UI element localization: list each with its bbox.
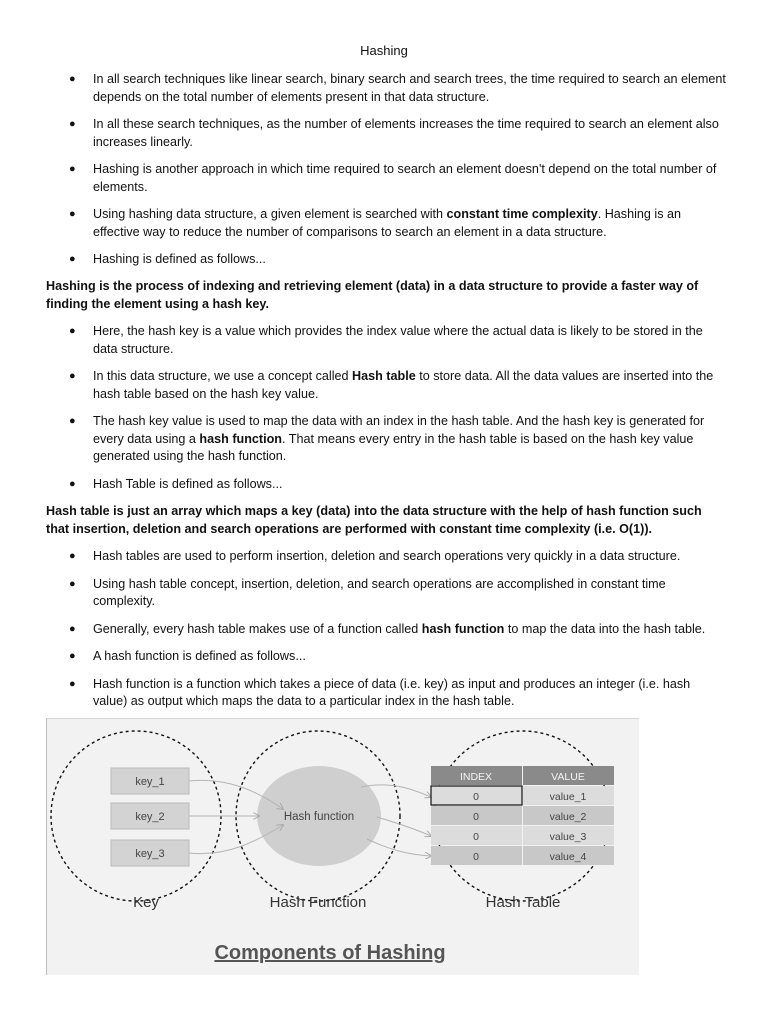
list-text: In all these search techniques, as the number of elements increases the time required to search an element also increases linearly. — [93, 117, 719, 149]
list-item — [46, 323, 726, 358]
table-index: 0 — [473, 851, 479, 863]
mapping-arrow — [377, 817, 431, 836]
list-item — [46, 548, 726, 566]
table-value: value_1 — [549, 791, 587, 803]
list-text: The hash key value is used to map the data with an index in the hash table. And the hash key is generated for every data using a — [93, 414, 705, 446]
diagram-title: Components of Hashing — [214, 942, 446, 964]
list-item — [46, 71, 726, 106]
hash-table — [431, 766, 614, 865]
list-item — [46, 621, 726, 639]
key-label: key_2 — [135, 811, 165, 823]
list-text: Hashing is another approach in which time required to search an element doesn't depend on the total number of elements. — [93, 162, 717, 194]
table-index: 0 — [473, 791, 479, 803]
list-text: to map the data into the hash table. — [504, 621, 706, 636]
table-index: 0 — [473, 831, 479, 843]
table-value: value_4 — [549, 851, 587, 863]
list-item — [46, 251, 726, 269]
list-text: Hashing is defined as follows... — [93, 252, 266, 266]
list-text: Hash tables are used to perform insertion, deletion and search operations very quickly in a data structure. — [93, 549, 681, 563]
list-item — [46, 476, 726, 494]
table-header-index: INDEX — [459, 771, 493, 783]
table-index: 0 — [473, 811, 479, 823]
list-text: Hash function is a function which takes a piece of data (i.e. key) as input and produces an integer (i.e. hash value) as output which maps the data to a particular index in the hash table. — [93, 676, 691, 708]
hashing-diagram — [46, 718, 639, 975]
bullet-list-3 — [46, 548, 726, 721]
list-text: Hash Table is defined as follows... — [93, 476, 283, 491]
key-label: key_3 — [135, 848, 165, 860]
list-item — [46, 116, 726, 151]
mapping-arrow — [367, 839, 431, 856]
list-item — [46, 368, 726, 403]
bold-term: constant time complexity — [446, 207, 598, 221]
table-header-value: VALUE — [551, 771, 585, 783]
list-item — [46, 676, 726, 711]
hashing-definition: Hashing is the process of indexing and retrieving element (data) in a data structure to provide a faster way of finding the element using a hash key. — [46, 279, 699, 311]
key-label: key_1 — [135, 776, 165, 788]
list-text: . Hashing is an effective way to reduce the number of comparisons to search an element in a data structure. — [93, 207, 682, 239]
list-text: Using hash table concept, insertion, deletion, and search operations are accomplished in constant time complexity. — [93, 576, 666, 608]
hash-table-definition: Hash table is just an array which maps a key (data) into the data structure with the help of hash function such that insertion, deletion and search operations are performed with constant time complexity (i.e. O(1)). — [46, 504, 702, 536]
list-text: Generally, every hash table makes use of a function called — [93, 621, 422, 636]
bold-term: hash function — [199, 431, 282, 446]
list-item — [46, 161, 726, 196]
list-text: In all search techniques like linear search, binary search and search trees, the time required to search an element depends on the total number of elements present in that data structure. — [93, 72, 726, 104]
table-value: value_2 — [549, 811, 587, 823]
bullet-list-1 — [46, 71, 726, 279]
caption-key: Key — [133, 894, 159, 911]
bullet-list-2 — [46, 323, 726, 503]
list-item — [46, 648, 726, 666]
list-item — [46, 576, 726, 611]
caption-hash-function: Hash Function — [269, 894, 367, 911]
list-text: A hash function is defined as follows... — [93, 649, 306, 663]
page-title: Hashing — [360, 43, 408, 58]
caption-hash-table: Hash Table — [485, 894, 561, 911]
list-text: Here, the hash key is a value which provides the index value where the actual data is likely to be stored in the data structure. — [93, 324, 703, 356]
list-text: In this data structure, we use a concept called — [93, 369, 353, 383]
bold-term: hash function — [421, 621, 505, 636]
hash-function-label: Hash function — [283, 811, 355, 823]
list-text: Using hashing data structure, a given element is searched with — [93, 207, 447, 221]
list-text: . That means every entry in the hash table is based on the hash key value generated using the hash function. — [93, 431, 694, 463]
list-item — [46, 413, 726, 466]
list-text: to store data. All the data values are inserted into the hash table based on the hash key value. — [93, 369, 714, 401]
bold-term: Hash table — [352, 369, 416, 383]
table-value: value_3 — [549, 831, 587, 843]
list-item — [46, 206, 726, 241]
